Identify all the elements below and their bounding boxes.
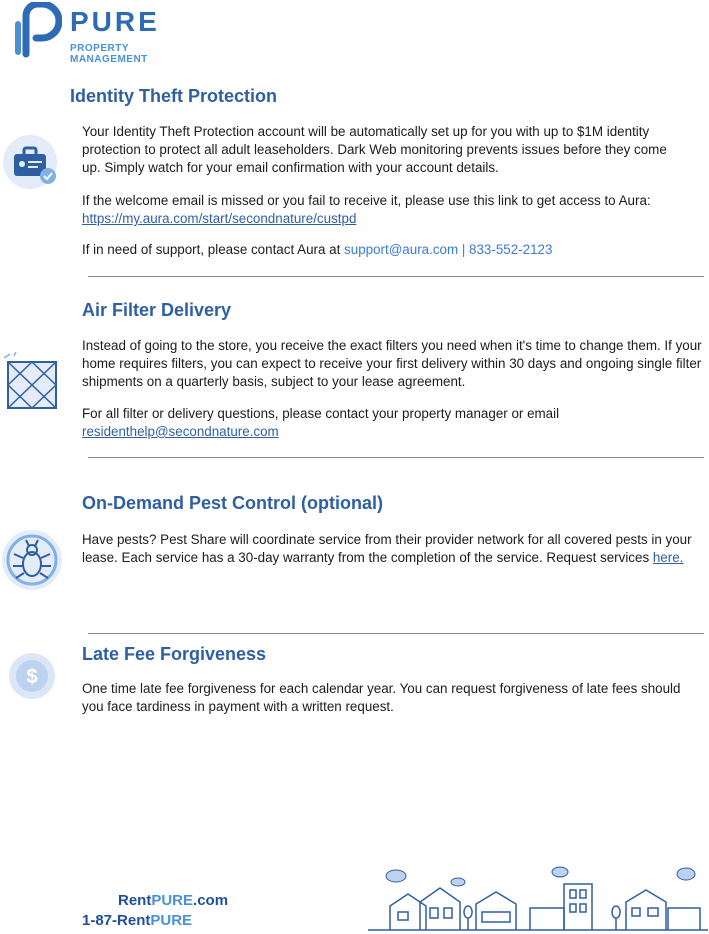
pest-paragraph-1 — [82, 531, 708, 567]
logo-subtitle — [70, 43, 148, 65]
logo-subtitle-line2: MANAGEMENT — [70, 54, 148, 65]
footer-phone[interactable] — [82, 912, 192, 929]
footer-site-part-c: .com — [193, 892, 229, 909]
section-divider-3 — [88, 633, 704, 634]
svg-text:$: $ — [26, 666, 38, 688]
logo-subtitle-line1: PROPERTY — [70, 43, 130, 54]
neighborhood-houses-illustration — [368, 862, 708, 934]
footer-website[interactable] — [118, 892, 228, 909]
id-badge-icon — [2, 134, 62, 194]
identity-p2-text: If the welcome email is missed or you fail to receive it, please use this link to get access to Aura: — [82, 193, 651, 208]
identity-p3-text: If in need of support, please contact Aura at — [82, 242, 345, 257]
dollar-coin-icon — [8, 652, 56, 700]
identity-theft-title: Identity Theft Protection — [70, 86, 277, 106]
aura-signup-link[interactable]: https://my.aura.com/start/secondnature/custpd — [82, 211, 357, 226]
identity-paragraph-3 — [82, 241, 692, 259]
air-filter-icon — [2, 352, 60, 412]
aura-support-contact[interactable]: support@aura.com | 833-552-2123 — [344, 242, 553, 257]
air-paragraph-1: Instead of going to the store, you receive the exact filters you need when it's time to change them. If your home requires filters, you can expect to receive your first delivery within 30 days and ongoing single filter shipments on a quarterly basis, subject to your lease agreement. — [82, 338, 702, 389]
identity-paragraph-2 — [82, 192, 692, 228]
footer-site-part-b: PURE — [151, 892, 194, 909]
air-p2-text: For all filter or delivery questions, please contact your property manager or email — [82, 406, 560, 421]
air-paragraph-2 — [82, 405, 682, 441]
pure-logo-mark-icon — [14, 2, 62, 58]
footer-phone-part-a: 1-87-Rent — [82, 912, 151, 929]
pest-p1-text: Have pests? Pest Share will coordinate service from their provider network for all covered pests in your lease. Each service has a 30-day warranty from the completion of the service. Request services — [82, 532, 692, 565]
late-fee-paragraph-1: One time late fee forgiveness for each calendar year. You can request forgiveness of late fees should you face tardiness in payment with a written request. — [82, 681, 681, 714]
footer-phone-part-b: PURE — [150, 912, 193, 929]
section-divider-1 — [88, 276, 704, 277]
late-fee-title: Late Fee Forgiveness — [82, 644, 267, 664]
air-filter-title: Air Filter Delivery — [82, 300, 232, 320]
logo-brand-text: PURE — [70, 6, 160, 37]
footer-site-part-a: Rent — [118, 892, 152, 909]
identity-paragraph-1: Your Identity Theft Protection account will be automatically set up for you with up to $1M identity protection to protect all adult leaseholders. Dark Web monitoring prevents issues before they come up. Simply watch for your email confirmation with your account details. — [82, 124, 667, 175]
section-divider-2 — [88, 457, 704, 458]
resident-help-email-link[interactable]: residenthelp@secondnature.com — [82, 424, 279, 439]
pest-control-title: On-Demand Pest Control (optional) — [82, 493, 383, 513]
pest-request-link[interactable]: here. — [652, 550, 684, 565]
pest-bug-icon — [0, 528, 64, 592]
